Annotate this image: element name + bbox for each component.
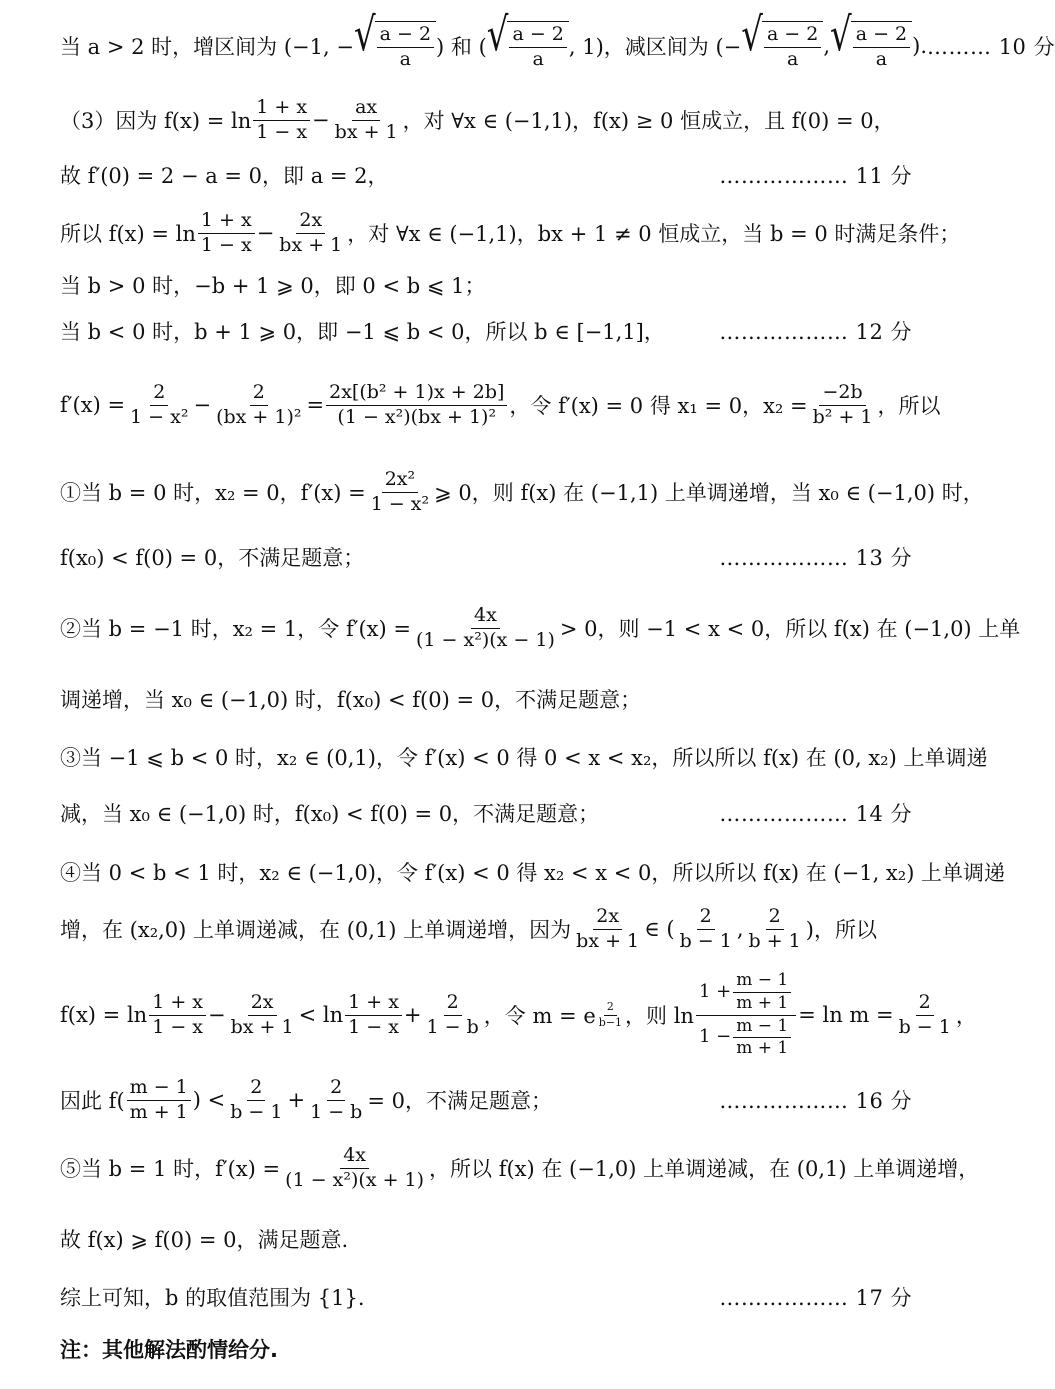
text: ③当 −1 ⩽ b < 0 时，x₂ ∈ (0,1)，令 f′(x) < 0 得 0 < x < x₂，所以所以 f(x) 在 (0, x₂) 上单调递: [60, 746, 988, 770]
fraction: $\frac{\text{2x[(b² + 1)x + 2b]}}{\text{(1 − x²)(bx + 1)²}}$: [326, 382, 507, 429]
text: )，所以: [805, 918, 877, 942]
text: ②当 b = −1 时，x₂ = 1，令 f′(x) =: [60, 617, 411, 641]
score-mark: ……………… 12 分: [719, 320, 912, 344]
sqrt-expression: √ $\frac{a - 2}{a}$: [354, 21, 436, 71]
fraction: $\frac{a - 2}{a}$: [853, 24, 910, 71]
sqrt-expression: √ $\frac{a - 2}{a}$: [830, 21, 912, 71]
text: 故 f′(0) = 2 − a = 0，即 a = 2，: [60, 164, 389, 188]
text: > 0，则 −1 < x < 0，所以 f(x) 在 (−1,0) 上单: [559, 617, 1021, 641]
line-18-case-5: [60, 1138, 980, 1198]
text: =: [306, 393, 325, 417]
line-19: [60, 1222, 912, 1256]
text: ,: [736, 917, 744, 941]
text: ④当 0 < b < 1 时，x₂ ∈ (−1,0)，令 f′(x) < 0 得 x₂ < x < 0，所以所以 f(x) 在 (−1, x₂) 上单调递: [60, 861, 1006, 885]
fraction: $\frac{-2b}{\text{b² + 1}}$: [812, 380, 873, 428]
text: ，对 ∀x ∈ (−1,1)，f(x) ≥ 0 恒成立，且 f(0) = 0，: [402, 109, 895, 133]
line-15: [60, 900, 912, 958]
fraction: 1 + x 1 − x: [198, 210, 255, 257]
text: 所以 f(x) = ln: [60, 222, 196, 246]
text: f(x) = ln: [60, 1003, 148, 1027]
text: ∈ (: [644, 917, 675, 941]
fraction: $\frac{a - 2}{a}$: [509, 24, 566, 71]
line-14-case-4: [60, 855, 1006, 889]
text: 当 a > 2 时，增区间为 (−1, −: [60, 35, 354, 59]
fraction: 2 b − 1: [679, 904, 732, 952]
text: , 1)，减区间为 (−: [568, 35, 742, 59]
line-2-part-3-setup: [60, 92, 912, 148]
line-11: [60, 682, 912, 716]
fraction: 2 b − 1: [230, 1075, 283, 1123]
text: ，令 m = e: [483, 1004, 596, 1028]
text: ) <: [192, 1088, 226, 1112]
text: 调递增，当 x₀ ∈ (−1,0) 时，f(x₀) < f(0) = 0，不满足题意；: [60, 688, 642, 712]
text: −: [256, 221, 275, 245]
text: ⑤当 b = 1 时，f′(x) =: [60, 1157, 281, 1181]
text: ，所以 f(x) 在 (−1,0) 上单调递减，在 (0,1) 上单调递增，: [429, 1157, 980, 1181]
fraction: $\frac{2}{\text{1 − x²}}$: [130, 380, 189, 428]
fraction: $\frac{4x}{\text{(1 − x²)(x + 1)}}$: [285, 1143, 425, 1191]
score-mark: ……………… 17 分: [719, 1286, 912, 1310]
text: −: [193, 393, 212, 417]
fraction: $\frac{\text{2x²}}{\text{1 − x²}}$: [370, 467, 430, 515]
text: = ln m =: [798, 1003, 894, 1027]
text: ，所以: [877, 394, 941, 418]
fraction: 2x bx + 1: [576, 904, 640, 952]
sqrt-expression: √ $\frac{a - 2}{a}$: [741, 21, 823, 71]
fraction: m − 1 m + 1: [127, 1077, 191, 1124]
text: +: [403, 1003, 422, 1027]
fraction: $\frac{2x}{bx + 1}$: [230, 990, 294, 1038]
text: 当 b > 0 时，−b + 1 ⩾ 0，即 0 < b ⩽ 1；: [60, 274, 486, 298]
score-mark: ……… 10 分: [927, 35, 1055, 59]
fraction: $\frac{2}{\text{(bx + 1)²}}$: [216, 380, 302, 428]
fraction: $\frac{2}{b - 1}$: [898, 990, 951, 1038]
fraction: $\frac{4x}{\text{(1 − x²)(x − 1)}}$: [415, 603, 555, 651]
text: ，对 ∀x ∈ (−1,1)，bx + 1 ≠ 0 恒成立，当 b = 0 时满足条件；: [347, 222, 961, 246]
grading-note: [60, 1332, 912, 1366]
text: ，则 ln: [625, 1004, 694, 1028]
line-1-increasing-decreasing-intervals: [60, 8, 1055, 78]
line-17: [60, 1072, 912, 1128]
line-16-inequality: [60, 962, 977, 1068]
text: ，: [955, 1004, 977, 1028]
text: ⩾ 0，则 f(x) 在 (−1,1) 上单调递增，当 x₀ ∈ (−1,0) 时，: [434, 481, 984, 505]
line-6: [60, 314, 912, 348]
line-8-case-1: [60, 462, 984, 522]
text: ①当 b = 0 时，x₂ = 0，f′(x) =: [60, 481, 366, 505]
line-9: [60, 540, 912, 574]
text: < ln: [298, 1003, 344, 1027]
exponent: $\frac{2}{b-1}$: [598, 999, 623, 1029]
fraction: 2 b + 1: [748, 904, 801, 952]
line-20-conclusion: [60, 1280, 912, 1314]
fraction: $\frac{2}{1 - b}$: [310, 1075, 363, 1123]
fraction: $\frac{ax}{bx + 1}$: [334, 95, 398, 143]
line-12-case-3: [60, 740, 988, 774]
fraction: $\frac{a - 2}{a}$: [764, 24, 821, 71]
score-mark: ……………… 16 分: [719, 1089, 912, 1113]
text: 当 b < 0 时，b + 1 ⩾ 0，即 −1 ⩽ b < 0，所以 b ∈ [−1,1]，: [60, 320, 665, 344]
text: 增，在 (x₂,0) 上单调递减，在 (0,1) 上单调递增，因为: [60, 918, 572, 942]
score-mark: ……………… 11 分: [719, 164, 912, 188]
text: +: [287, 1088, 306, 1112]
text: ，令 f′(x) = 0 得 x₁ = 0，x₂ =: [509, 394, 808, 418]
fraction: $\frac{2x}{bx + 1}$: [279, 208, 343, 256]
fraction: 1 + x 1 − x: [253, 97, 310, 144]
text: 因此 f(: [60, 1089, 125, 1113]
text: −: [312, 108, 330, 132]
text: −: [208, 1003, 226, 1027]
fraction: $\frac{2}{1 - b}$: [426, 990, 479, 1038]
sqrt-expression: √ $\frac{a - 2}{a}$: [487, 21, 569, 71]
fraction: 1 + x 1 − x: [149, 992, 206, 1039]
fraction: 1 + x 1 − x: [345, 992, 402, 1039]
line-5: [60, 268, 912, 302]
text: （3）因为 f(x) = ln: [60, 109, 252, 133]
fraction: $\frac{a - 2}{a}$: [377, 24, 434, 71]
text: 减，当 x₀ ∈ (−1,0) 时，f(x₀) < f(0) = 0，不满足题意；: [60, 802, 600, 826]
line-7-derivative: [60, 375, 941, 435]
text: ).: [912, 34, 928, 58]
line-3: [60, 158, 912, 192]
text: = 0，不满足题意；: [367, 1089, 552, 1113]
score-mark: ……………… 14 分: [719, 802, 912, 826]
line-13: [60, 796, 912, 830]
text: f(x₀) < f(0) = 0，不满足题意；: [60, 546, 365, 570]
text: f′(x) =: [60, 393, 126, 417]
text: ) 和 (: [436, 35, 487, 59]
score-mark: ……………… 13 分: [719, 546, 912, 570]
line-4: [60, 205, 961, 261]
text: 故 f(x) ⩾ f(0) = 0，满足题意.: [60, 1228, 349, 1252]
compound-fraction: 1 + $\frac{m - 1}{m + 1}$ 1 − $\frac{m - 1}{m + 1}$: [696, 971, 796, 1058]
text: 综上可知，b 的取值范围为 {1}.: [60, 1286, 365, 1310]
text: ,: [823, 34, 831, 58]
line-10-case-2: [60, 598, 1021, 658]
note-text: 注：其他解法酌情给分.: [60, 1338, 278, 1362]
